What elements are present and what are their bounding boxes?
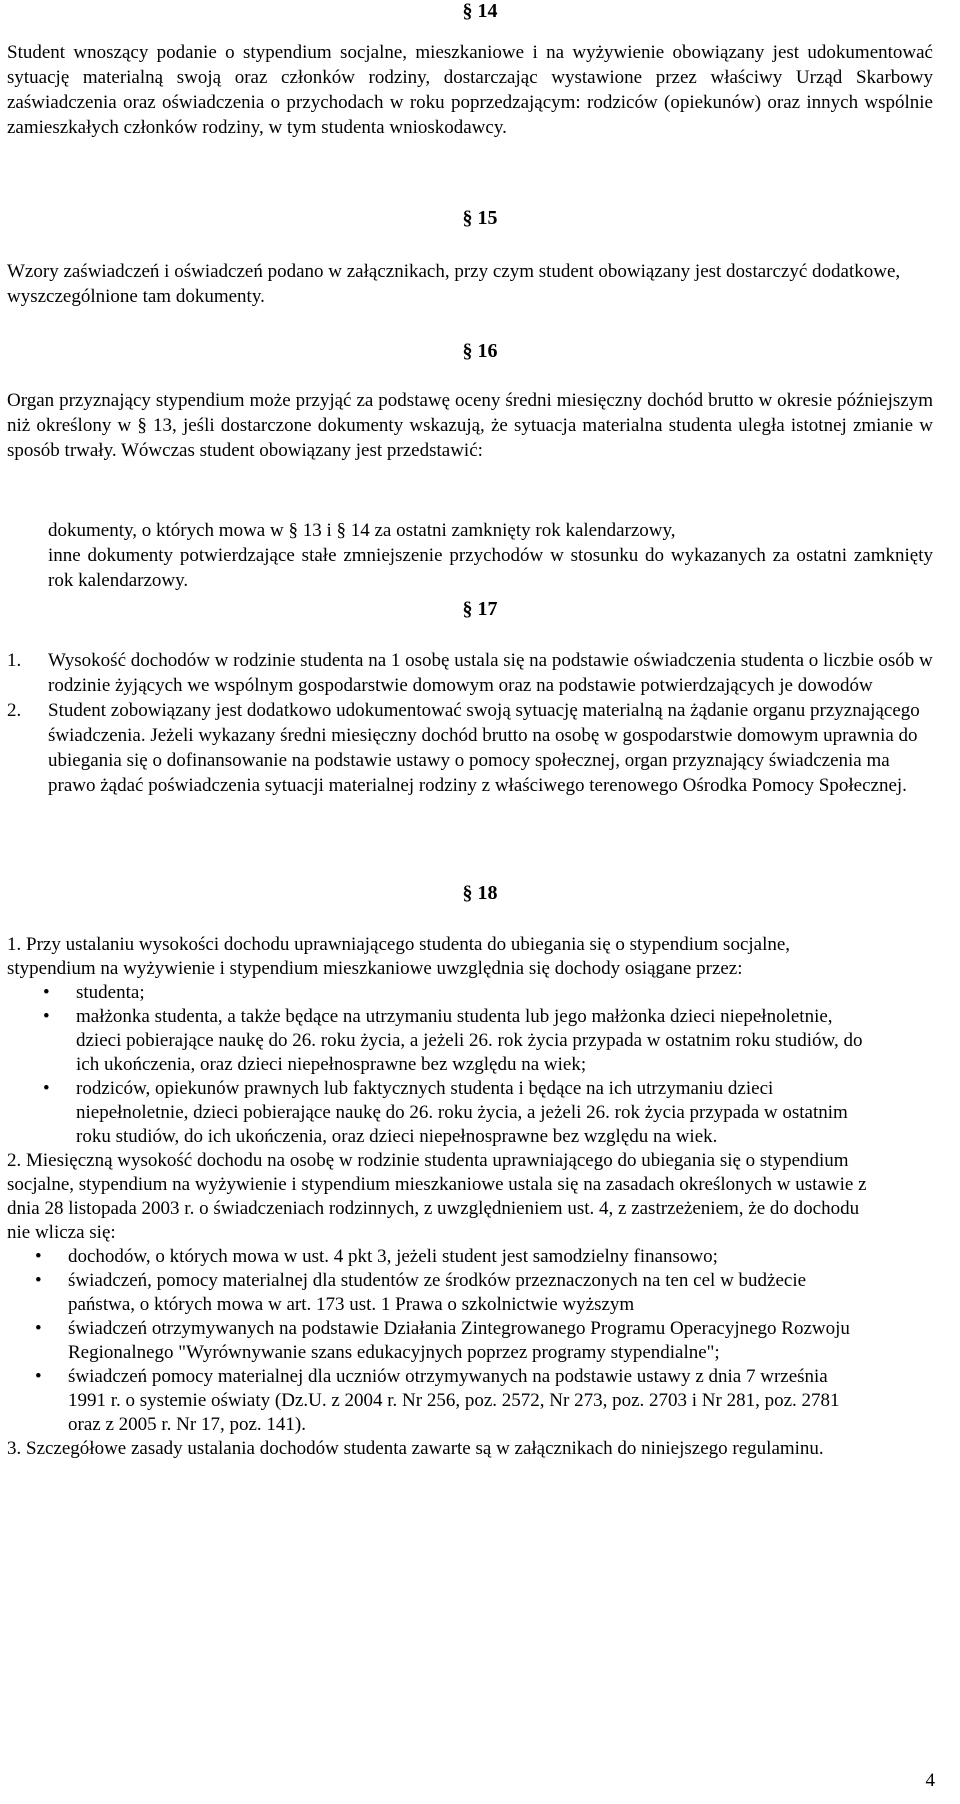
paragraph-17-list [7, 648, 933, 798]
bullet-item: • dochodów, o których mowa w ust. 4 pkt 3, jeżeli student jest samodzielny finansowo; [35, 1246, 718, 1267]
section-heading-18: § 18 [462, 882, 498, 904]
list-item: dokumenty, o których mowa w § 13 i § 14 za ostatni zamknięty rok kalendarzowy, [48, 520, 676, 541]
bullet-icon: • [35, 1318, 42, 1339]
bullet-icon: • [43, 1006, 50, 1027]
paragraph-18-list-2 [7, 1245, 867, 1437]
list-item: inne dokumenty potwierdzające stałe zmniejszenie przychodów w stosunku do wykazanych za ostatni zamknięty rok kalendarzowy. [48, 545, 933, 591]
page-number: 4 [925, 1770, 935, 1791]
bullet-item: • małżonka studenta, a także będące na utrzymaniu studenta lub jego małżonka dzieci niepełnoletnie, dzieci pobierające naukę do 26. roku życia, a jeżeli 26. rok życia przypada w ostatnim roku studiów, do ich ukończenia, oraz dzieci niepełnosprawne bez względu na wiek; [43, 1006, 863, 1075]
paragraph-14: Student wnoszący podanie o stypendium socjalne, mieszkaniowe i na wyżywienie obowiązany jest udokumentować sytuację materialną swoją oraz członków rodziny, dostarczając wystawione przez właściwy Urząd Skarbowy zaświadczenia oraz oświadczenia o przychodach w roku poprzedzającym: rodziców (opiekunów) oraz innych wspólnie zamieszkałych członków rodziny, w tym studenta wnioskodawcy. [7, 42, 933, 138]
numbered-item: 1. Wysokość dochodów w rodzinie studenta na 1 osobę ustala się na podstawie oświadczenia studenta o liczbie osób w rodzinie żyjących we wspólnym gospodarstwie domowym oraz na podstawie potwierdzających je dowodów [7, 650, 933, 696]
paragraph-18-intro-2: 2. Miesięczną wysokość dochodu na osobę w rodzinie studenta uprawniającego do ubiegania się o stypendium socjalne, stypendium na wyżywienie i stypendium mieszkaniowe ustala się na zasadach określonych w ustawie z dnia 28 listopada 2003 r. o świadczeniach rodzinnych, z uwzględnieniem ust. 4, z zastrzeżeniem, że do dochodu nie wlicza się: [7, 1150, 867, 1243]
bullet-icon: • [35, 1246, 42, 1267]
paragraph-18-intro-1: 1. Przy ustalaniu wysokości dochodu uprawniającego studenta do ubiegania się o stypendium socjalne, stypendium na wyżywienie i stypendium mieszkaniowe uwzględnia się dochody osiągane przez: [7, 934, 791, 979]
paragraph-16-list [48, 518, 933, 593]
paragraph-15: Wzory zaświadczeń i oświadczeń podano w załącznikach, przy czym student obowiązany jest dostarczyć dodatkowe, wyszczególnione tam dokumenty. [7, 261, 901, 307]
bullet-item: • świadczeń, pomocy materialnej dla studentów ze środków przeznaczonych na ten cel w budżecie państwa, o których mowa w art. 173 ust. 1 Prawa o szkolnictwie wyższym [35, 1270, 807, 1315]
numbered-item: 2. Student zobowiązany jest dodatkowo udokumentować swoją sytuację materialną na żądanie organu przyznającego świadczenia. Jeżeli wykazany średni miesięczny dochód brutto na osobę w gospodarstwie domowym uprawnia do ubiegania się o dofinansowanie na podstawie ustawy o pomocy społecznej, organ przyznający świadczenia ma prawo żądać poświadczenia sytuacji materialnej rodziny z właściwego terenowego Ośrodka Pomocy Społecznej. [7, 700, 920, 796]
paragraph-18-list-1 [7, 981, 867, 1149]
bullet-item: • rodziców, opiekunów prawnych lub faktycznych studenta i będące na ich utrzymaniu dzieci niepełnoletnie, dzieci pobierające naukę do 26. roku życia, a jeżeli 26. rok życia przypada w ostatnim roku studiów, do ich ukończenia, oraz dzieci niepełnosprawne bez względu na wiek. [43, 1078, 848, 1147]
section-heading-14: § 14 [462, 0, 498, 22]
section-heading-16: § 16 [462, 340, 498, 362]
paragraph-16: Organ przyznający stypendium może przyjąć za podstawę oceny średni miesięczny dochód brutto w okresie późniejszym niż określony w § 13, jeśli dostarczone dokumenty wskazują, że sytuacja materialna studenta uległa istotnej zmianie w sposób trwały. Wówczas student obowiązany jest przedstawić: [7, 390, 933, 461]
bullet-item: • świadczeń pomocy materialnej dla uczniów otrzymywanych na podstawie ustawy z dnia 7 września 1991 r. o systemie oświaty (Dz.U. z 2004 r. Nr 256, poz. 2572, Nr 273, poz. 2703 i Nr 281, poz. 2781 oraz z 2005 r. Nr 17, poz. 141). [35, 1366, 840, 1435]
bullet-item: • studenta; [43, 982, 145, 1003]
bullet-icon: • [35, 1270, 42, 1291]
bullet-icon: • [43, 982, 50, 1003]
section-heading-17: § 17 [462, 598, 498, 620]
paragraph-18 [7, 933, 867, 1461]
bullet-item: • świadczeń otrzymywanych na podstawie Działania Zintegrowanego Programu Operacyjnego Rozwoju Regionalnego "Wyrównywanie szans edukacyjnych poprzez programy stypendialne"; [35, 1318, 850, 1363]
section-heading-15: § 15 [462, 207, 498, 229]
bullet-icon: • [35, 1366, 42, 1387]
bullet-icon: • [43, 1078, 50, 1099]
paragraph-18-intro-3: 3. Szczegółowe zasady ustalania dochodów studenta zawarte są w załącznikach do niniejszego regulaminu. [7, 1438, 824, 1459]
